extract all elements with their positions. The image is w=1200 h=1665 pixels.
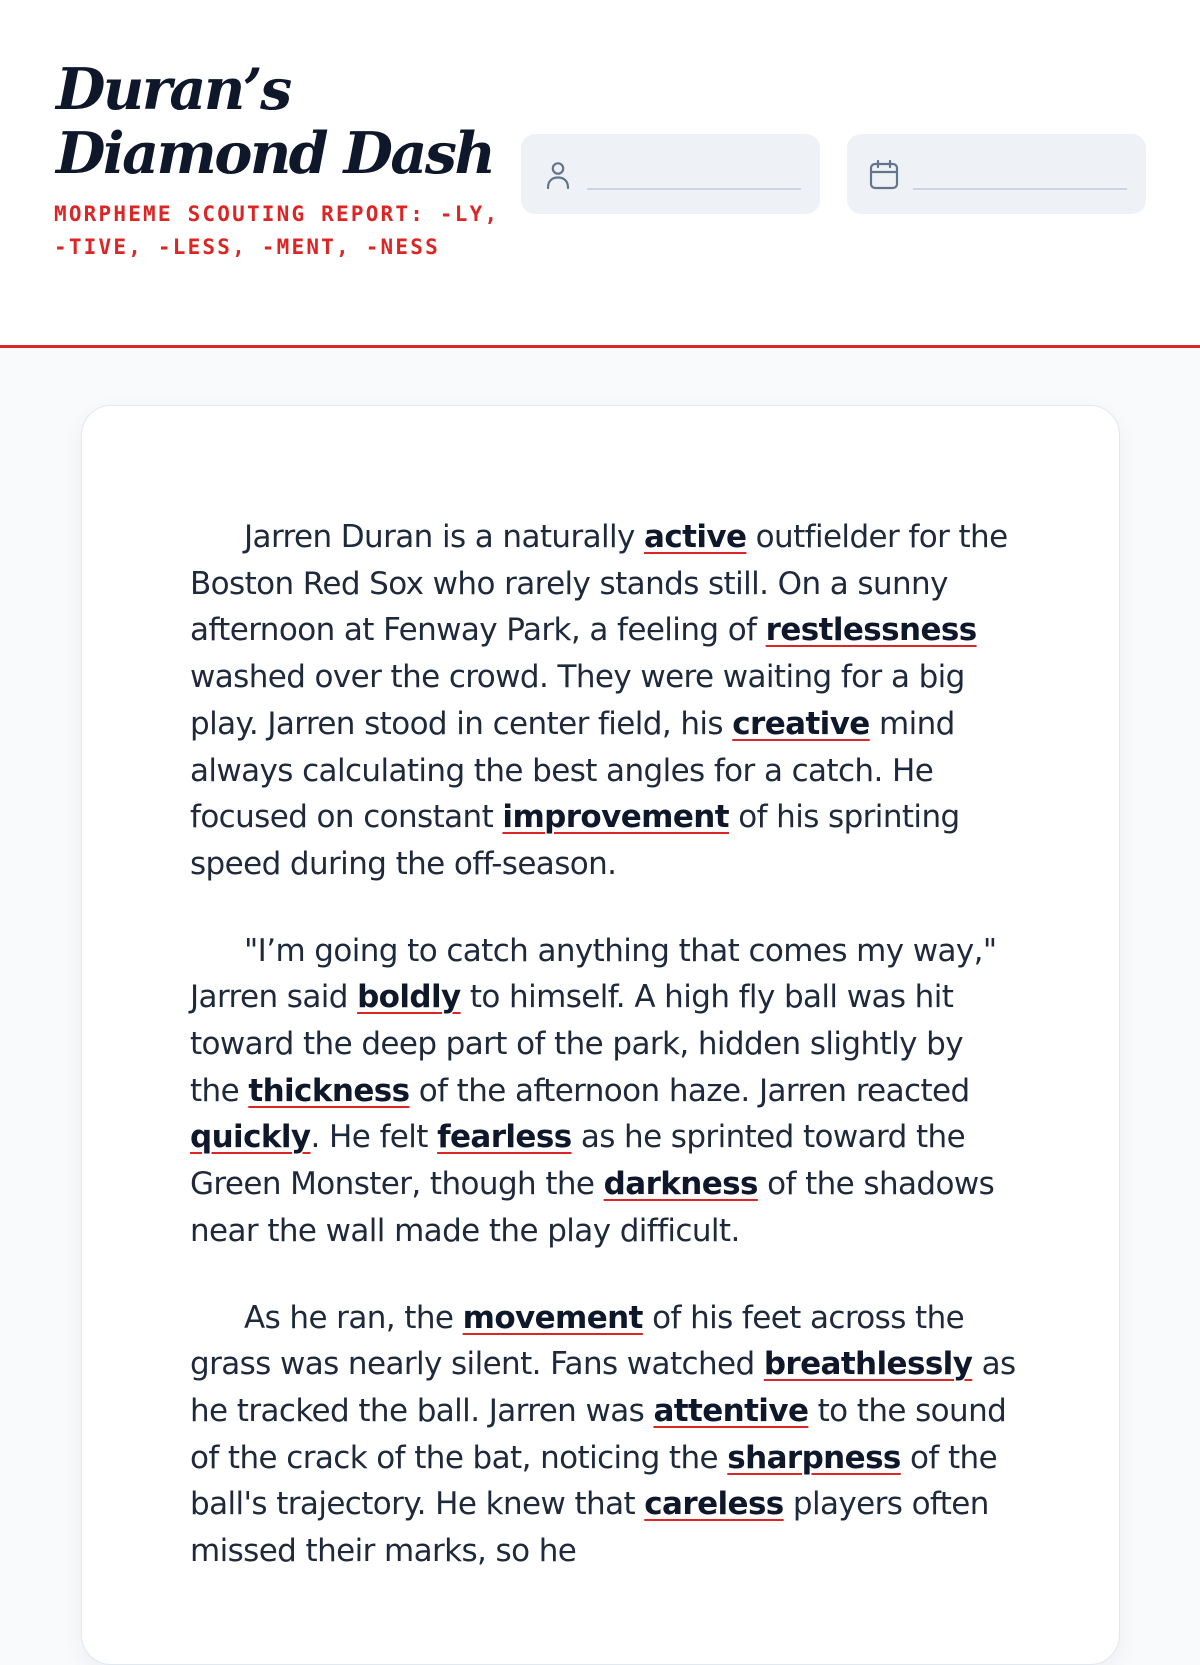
- story-text-run: as he tracked the ball. Jarren was: [190, 1346, 1016, 1429]
- story-text: [190, 514, 1020, 1615]
- calendar-icon: [869, 159, 899, 191]
- morpheme-word[interactable]: thickness: [248, 1072, 410, 1109]
- story-paragraph-2: [190, 928, 1020, 1255]
- morpheme-word[interactable]: breathlessly: [763, 1346, 973, 1383]
- morpheme-word[interactable]: attentive: [653, 1392, 809, 1429]
- story-text-run: of the ball's trajectory. He knew that: [190, 1439, 998, 1523]
- student-name-field[interactable]: [521, 134, 820, 214]
- story-text-run: of the shadows near the wall made the play difficult.: [190, 1166, 995, 1249]
- title-line-2: Diamond Dash: [56, 120, 494, 187]
- date-field[interactable]: [847, 134, 1146, 214]
- story-card: [81, 405, 1120, 1665]
- page-header: [0, 0, 1200, 348]
- story-text-run: to the sound of the crack of the bat, noticing the: [190, 1392, 1007, 1476]
- brand-block: [56, 58, 506, 264]
- morpheme-word[interactable]: creative: [732, 705, 870, 742]
- page-title: [56, 58, 506, 186]
- morpheme-word[interactable]: fearless: [437, 1119, 572, 1156]
- story-text-run: to himself. A high fly ball was hit toward the deep part of the park, hidden slightly by the: [190, 979, 963, 1109]
- story-text-run: . He felt: [310, 1119, 438, 1156]
- story-text-run: Jarren Duran is a naturally: [244, 519, 645, 555]
- title-line-1: Duran’s: [56, 56, 290, 123]
- date-input[interactable]: [913, 156, 1127, 190]
- morpheme-word[interactable]: sharpness: [727, 1439, 901, 1476]
- story-paragraph-3: [190, 1295, 1020, 1575]
- morpheme-word[interactable]: active: [644, 519, 747, 555]
- morpheme-word[interactable]: improvement: [502, 799, 729, 836]
- story-text-run: washed over the crowd. They were waiting for a big play. Jarren stood in center field, his: [190, 659, 965, 742]
- page-subtitle: MORPHEME SCOUTING REPORT: -LY, -TIVE, -LESS, -MENT, -NESS: [54, 202, 500, 259]
- student-name-input[interactable]: [587, 156, 801, 190]
- morpheme-word[interactable]: boldly: [357, 979, 461, 1016]
- story-text-run: as he sprinted toward the Green Monster, though the: [190, 1119, 966, 1203]
- morpheme-word[interactable]: quickly: [190, 1119, 311, 1156]
- morpheme-word[interactable]: darkness: [603, 1166, 758, 1203]
- user-icon: [543, 159, 573, 191]
- story-text-run: "I’m going to catch anything that comes my way," Jarren said: [190, 932, 997, 1016]
- story-text-run: of the afternoon haze. Jarren reacted: [409, 1072, 970, 1109]
- story-paragraph-1: [190, 514, 1020, 888]
- morpheme-word[interactable]: careless: [644, 1486, 784, 1523]
- story-text-run: of his feet across the grass was nearly silent. Fans watched: [190, 1299, 965, 1383]
- story-text-run: As he ran, the: [244, 1299, 463, 1336]
- story-text-run: of his sprinting speed during the off-season.: [190, 799, 960, 882]
- story-text-run: mind always calculating the best angles for a catch. He focused on constant: [190, 705, 955, 836]
- morpheme-word[interactable]: movement: [462, 1299, 643, 1336]
- story-text-run: players often missed their marks, so he: [190, 1486, 989, 1570]
- story-text-run: outfielder for the Boston Red Sox who rarely stands still. On a sunny afternoon at Fenway Park, a feeling of: [190, 519, 1008, 649]
- morpheme-word[interactable]: restlessness: [765, 612, 977, 649]
